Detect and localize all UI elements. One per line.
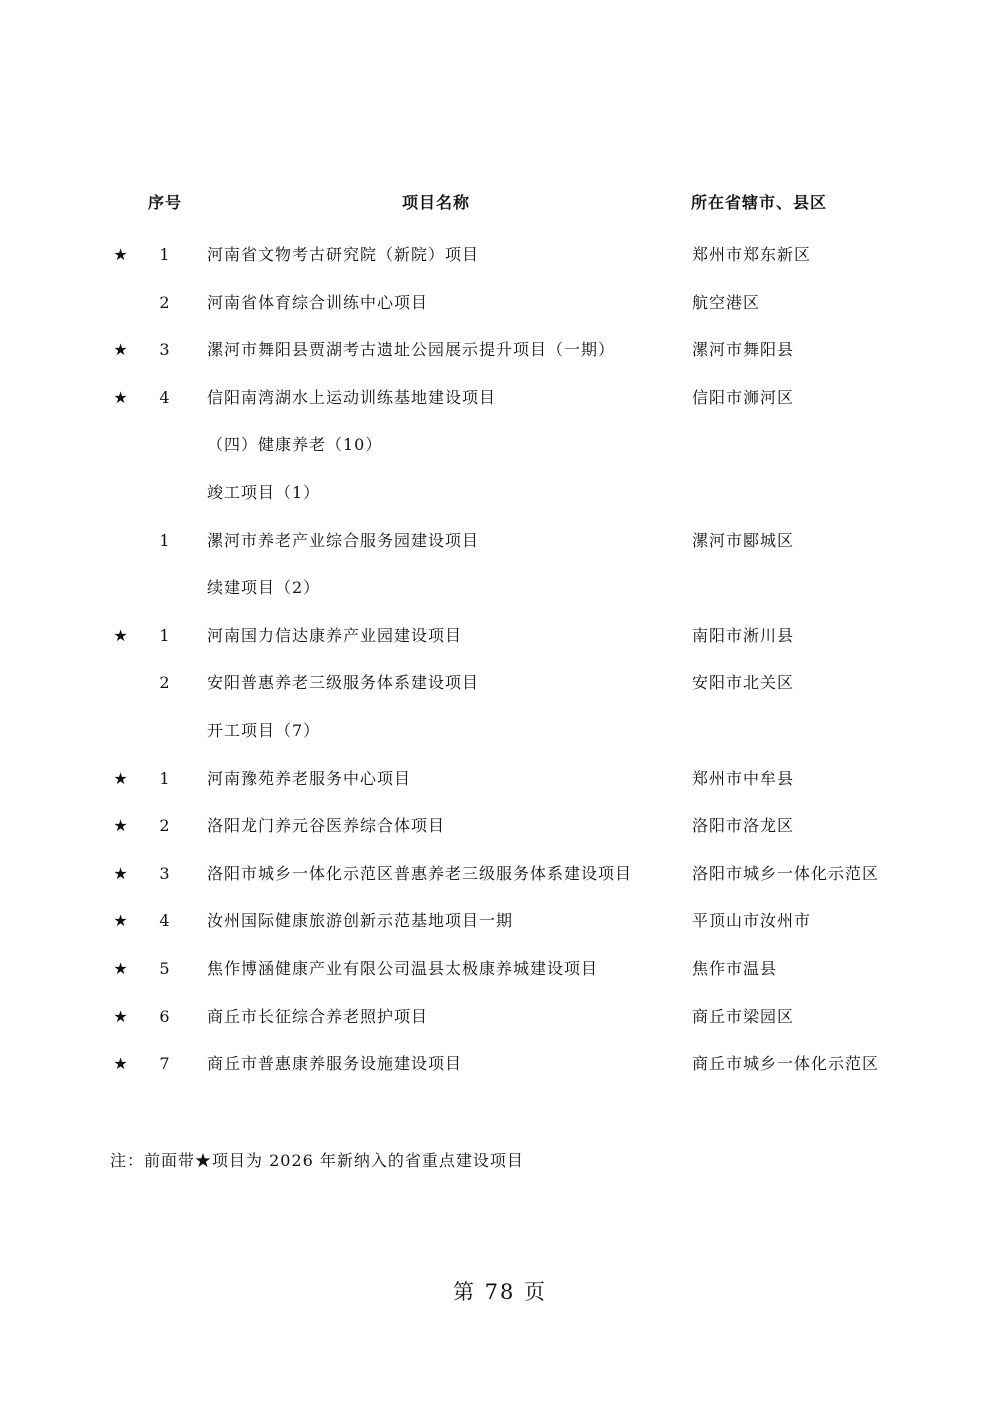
section-heading-row — [0, 430, 1000, 478]
star-icon — [110, 668, 132, 698]
subsection-heading: 续建项目（2） — [207, 578, 321, 598]
star-icon — [110, 478, 132, 508]
table-row — [0, 859, 1000, 907]
project-name: 汝州国际健康旅游创新示范基地项目一期 — [207, 911, 514, 931]
star-icon: ★ — [113, 387, 129, 407]
subsection-heading: 竣工项目（1） — [207, 482, 321, 502]
subsection-heading: 开工项目（7） — [207, 720, 321, 740]
project-name: 漯河市舞阳县贾湖考古遗址公园展示提升项目（一期） — [207, 340, 616, 360]
row-number: 2 — [159, 673, 171, 693]
star-icon: ★ — [113, 625, 129, 645]
table-row — [0, 240, 1000, 288]
project-location: 平顶山市汝州市 — [692, 911, 812, 931]
project-location: 郑州市郑东新区 — [692, 245, 812, 264]
table-row — [0, 383, 1000, 431]
project-location: 安阳市北关区 — [692, 673, 795, 693]
table-row — [0, 954, 1000, 1002]
star-icon — [110, 526, 132, 556]
project-name: 河南省文物考古研究院（新院）项目 — [207, 245, 480, 264]
project-location: 焦作市温县 — [692, 958, 778, 978]
subsection-heading-row — [0, 478, 1000, 526]
project-name: 焦作博涵健康产业有限公司温县太极康养城建设项目 — [207, 958, 599, 978]
table-row — [0, 764, 1000, 812]
project-location: 郑州市中牟县 — [692, 768, 795, 788]
row-number — [150, 430, 180, 460]
header-location: 所在省辖市、县区 — [691, 193, 828, 212]
row-number: 6 — [159, 1006, 171, 1026]
row-number: 1 — [159, 768, 171, 788]
subsection-heading-row — [0, 716, 1000, 764]
project-name: 信阳南湾湖水上运动训练基地建设项目 — [207, 387, 497, 407]
row-number: 1 — [159, 530, 171, 550]
subsection-heading-row — [0, 573, 1000, 621]
star-icon: ★ — [113, 958, 129, 978]
star-icon: ★ — [113, 1006, 129, 1026]
project-location: 洛阳市洛龙区 — [692, 816, 795, 836]
star-icon: ★ — [113, 245, 129, 264]
table-row — [0, 621, 1000, 669]
star-icon — [110, 288, 132, 318]
header-seq: 序号 — [148, 193, 183, 212]
project-name: 河南国力信达康养产业园建设项目 — [207, 625, 463, 645]
project-location: 洛阳市城乡一体化示范区 — [692, 863, 880, 883]
row-number — [150, 478, 180, 508]
row-number — [150, 573, 180, 603]
project-name: 漯河市养老产业综合服务园建设项目 — [207, 530, 480, 550]
star-icon: ★ — [113, 911, 129, 931]
project-name: 商丘市普惠康养服务设施建设项目 — [207, 1054, 463, 1074]
table-row — [0, 668, 1000, 716]
star-icon: ★ — [113, 768, 129, 788]
row-number: 1 — [159, 625, 171, 645]
project-location: 信阳市浉河区 — [692, 387, 795, 407]
project-name: 安阳普惠养老三级服务体系建设项目 — [207, 673, 480, 693]
project-name: 河南省体育综合训练中心项目 — [207, 292, 429, 312]
page-number: 第 78 页 — [452, 1280, 548, 1304]
row-number: 7 — [159, 1054, 171, 1074]
row-number — [150, 716, 180, 746]
row-number: 3 — [159, 863, 171, 883]
table-row — [0, 288, 1000, 336]
star-icon: ★ — [113, 340, 129, 360]
project-name: 洛阳市城乡一体化示范区普惠养老三级服务体系建设项目 — [207, 863, 633, 883]
project-location: 商丘市城乡一体化示范区 — [692, 1054, 880, 1074]
row-number: 4 — [159, 911, 171, 931]
table-row — [0, 1002, 1000, 1050]
row-number: 2 — [159, 292, 171, 312]
table-row — [0, 811, 1000, 859]
project-location: 漯河市郾城区 — [692, 530, 795, 550]
table-row — [0, 335, 1000, 383]
project-name: 商丘市长征综合养老照护项目 — [207, 1006, 429, 1026]
project-location: 漯河市舞阳县 — [692, 340, 795, 360]
star-icon — [110, 430, 132, 460]
project-location: 航空港区 — [692, 292, 761, 312]
star-icon: ★ — [113, 863, 129, 883]
table-row — [0, 906, 1000, 954]
row-number: 1 — [159, 245, 171, 264]
star-icon — [110, 716, 132, 746]
row-number: 4 — [159, 387, 171, 407]
star-icon — [110, 573, 132, 603]
project-location: 商丘市梁园区 — [692, 1006, 795, 1026]
star-icon: ★ — [113, 816, 129, 836]
project-name: 洛阳龙门养元谷医养综合体项目 — [207, 816, 446, 836]
project-location: 南阳市淅川县 — [692, 625, 795, 645]
header-project-name: 项目名称 — [401, 193, 470, 212]
section-heading: （四）健康养老（10） — [207, 435, 383, 455]
row-number: 3 — [159, 340, 171, 360]
project-list — [0, 240, 1000, 1097]
footnote: 注：前面带★项目为 2026 年新纳入的省重点建设项目 — [110, 1151, 524, 1170]
row-number: 5 — [159, 958, 171, 978]
table-row — [0, 1049, 1000, 1097]
row-number: 2 — [159, 816, 171, 836]
project-name: 河南豫苑养老服务中心项目 — [207, 768, 412, 788]
table-row — [0, 526, 1000, 574]
star-icon: ★ — [113, 1054, 129, 1074]
